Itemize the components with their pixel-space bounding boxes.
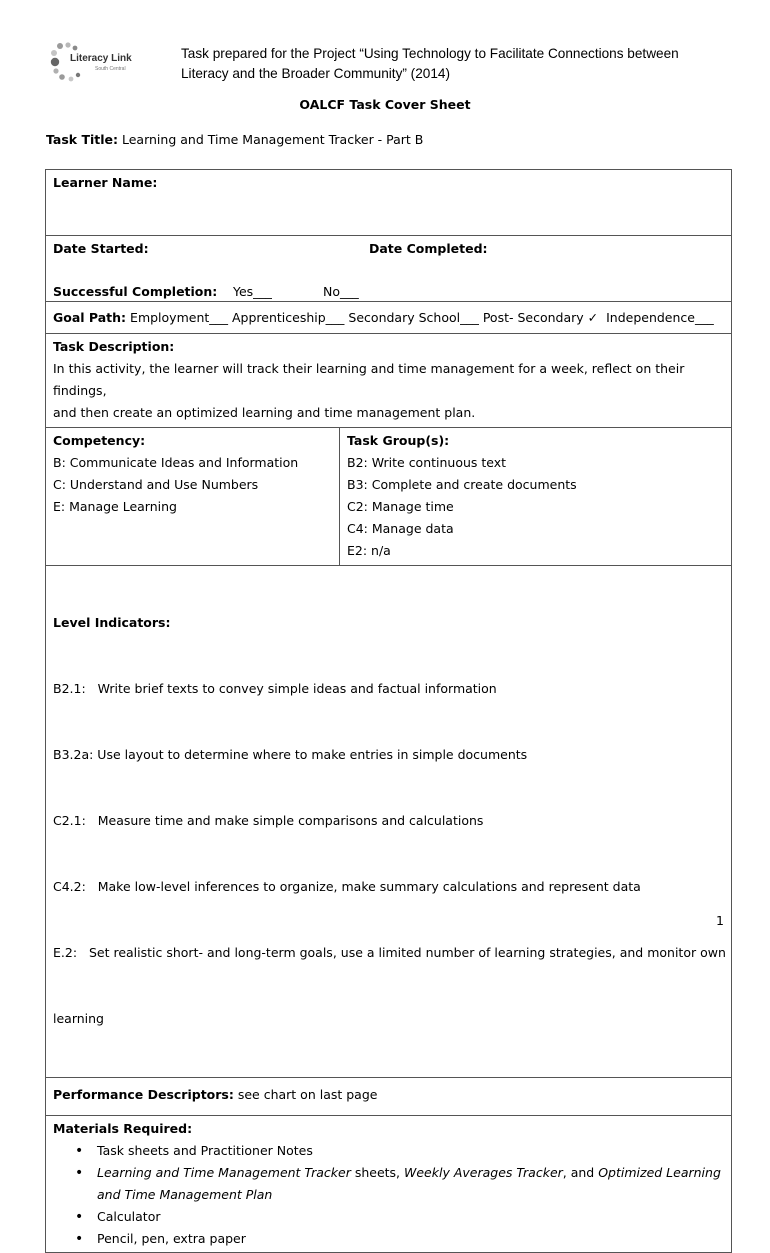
- competency-item: B: Communicate Ideas and Information: [53, 455, 299, 470]
- material-item-part: Learning and Time Management Tracker: [97, 1165, 351, 1180]
- material-item-part: Weekly Averages Tracker: [404, 1165, 563, 1180]
- task-title-value: Learning and Time Management Tracker - Part B: [122, 132, 424, 147]
- goal-option-employment[interactable]: Employment___: [130, 310, 229, 325]
- date-completed-label: Date Completed:: [369, 241, 488, 256]
- yes-option[interactable]: Yes___: [233, 284, 272, 299]
- project-header: [181, 44, 741, 84]
- material-item: • Task sheets and Practitioner Notes: [97, 1140, 724, 1162]
- task-title: [46, 132, 423, 147]
- level-indicators-label: Level Indicators:: [53, 615, 171, 630]
- task-description-row: [46, 334, 731, 428]
- level-indicator-item: B3.2a: Use layout to determine where to make entries in simple documents: [53, 747, 528, 762]
- logo-subtitle: South Central: [95, 66, 126, 72]
- task-title-label: Task Title:: [46, 132, 119, 147]
- task-groups-label: Task Group(s):: [347, 433, 450, 448]
- competency-cell: [46, 428, 340, 565]
- competency-item: E: Manage Learning: [53, 499, 177, 514]
- task-group-item: B2: Write continuous text: [347, 455, 507, 470]
- goal-option-secondary-school[interactable]: Secondary School___: [348, 310, 479, 325]
- materials-list: [53, 1140, 724, 1250]
- header-line-1: Task prepared for the Project “Using Technology to Facilitate Connections between: [181, 46, 679, 61]
- task-group-item: E2: n/a: [347, 543, 391, 558]
- date-started-label: Date Started:: [53, 241, 149, 256]
- goal-option-post-secondary[interactable]: Post- Secondary: [482, 310, 584, 325]
- header-line-2: Literacy and the Broader Community” (2014): [181, 66, 450, 81]
- competency-taskgroup-row: [46, 428, 731, 566]
- goal-path-label: Goal Path:: [53, 310, 127, 325]
- checkmark-icon: ✓: [587, 310, 599, 325]
- no-option[interactable]: No___: [323, 284, 359, 299]
- material-item-part: sheets,: [350, 1165, 404, 1180]
- goal-path-row: [46, 302, 731, 334]
- dates-row: [46, 236, 731, 302]
- task-group-item: C4: Manage data: [347, 521, 454, 536]
- performance-descriptors-row: [46, 1078, 731, 1116]
- material-item-part: , and: [562, 1165, 599, 1180]
- level-indicators-row: [46, 566, 731, 1078]
- level-indicator-item: C4.2: Make low-level inferences to organize, make summary calculations and represent data: [53, 879, 641, 894]
- document-title: OALCF Task Cover Sheet: [299, 97, 471, 112]
- learner-name-label: Learner Name:: [53, 175, 158, 190]
- task-groups-cell: [340, 428, 731, 565]
- goal-option-apprenticeship[interactable]: Apprenticeship___: [232, 310, 345, 325]
- materials-label: Materials Required:: [53, 1121, 193, 1136]
- material-item-part: Optimized Learning: [598, 1165, 721, 1180]
- performance-value: see chart on last page: [237, 1087, 378, 1102]
- learner-name-field[interactable]: [46, 170, 731, 236]
- competency-label: Competency:: [53, 433, 146, 448]
- level-indicator-item: learning: [53, 1011, 104, 1026]
- task-group-item: C2: Manage time: [347, 499, 454, 514]
- material-item: • Pencil, pen, extra paper: [97, 1228, 724, 1250]
- level-indicator-item: B2.1: Write brief texts to convey simple ideas and factual information: [53, 681, 497, 696]
- level-indicator-item: E.2: Set realistic short- and long-term goals, use a limited number of learning strategies, and monitor own: [53, 945, 726, 960]
- goal-option-independence[interactable]: Independence___: [606, 310, 714, 325]
- material-item-part: and Time Management Plan: [97, 1187, 273, 1202]
- performance-label: Performance Descriptors:: [53, 1087, 234, 1102]
- task-description-line-2: and then create an optimized learning and time management plan.: [53, 405, 476, 420]
- level-indicator-item: C2.1: Measure time and make simple comparisons and calculations: [53, 813, 484, 828]
- materials-row: [46, 1116, 731, 1252]
- cover-sheet-table: [45, 169, 732, 1253]
- page-number: 1: [716, 913, 724, 928]
- competency-item: C: Understand and Use Numbers: [53, 477, 259, 492]
- literacy-link-logo: [50, 42, 150, 84]
- task-group-item: B3: Complete and create documents: [347, 477, 577, 492]
- material-item: • Calculator: [97, 1206, 724, 1228]
- logo-name: Literacy Link: [70, 53, 132, 64]
- task-description-line-1: In this activity, the learner will track their learning and time management for a week, reflect on their findings,: [53, 361, 685, 398]
- task-description-label: Task Description:: [53, 339, 175, 354]
- successful-completion-label: Successful Completion:: [53, 284, 218, 299]
- material-item: [97, 1162, 724, 1206]
